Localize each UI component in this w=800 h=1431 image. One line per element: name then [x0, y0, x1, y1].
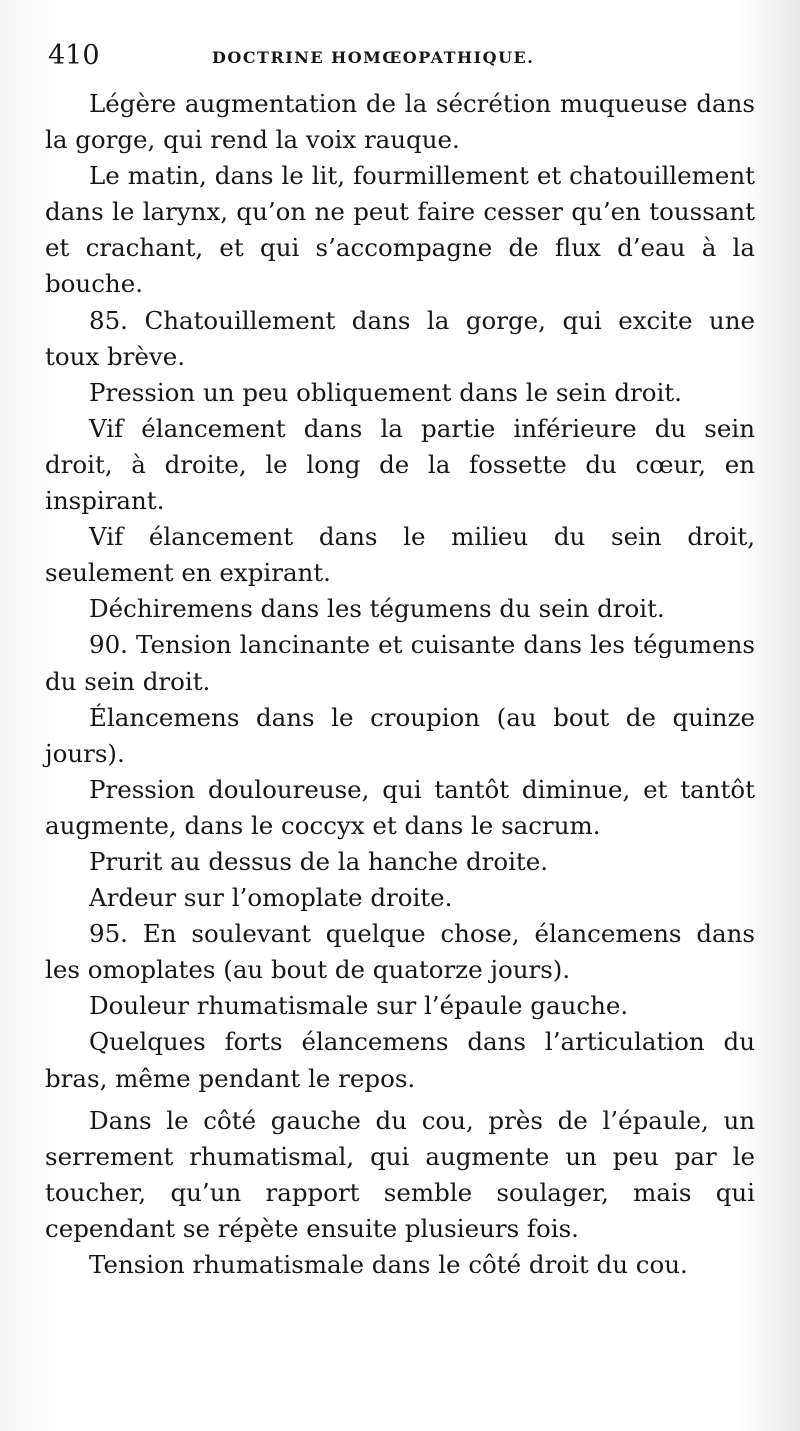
- paragraph: Quelques forts élancemens dans l’articulation du bras, même pendant le repos.: [45, 1027, 755, 1093]
- paragraph: Ardeur sur l’omoplate droite.: [89, 883, 453, 913]
- paragraph: 85. Chatouillement dans la gorge, qui excite une toux brève.: [45, 305, 755, 371]
- paragraph: 90. Tension lancinante et cuisante dans les tégumens du sein droit.: [45, 630, 755, 696]
- paragraph: Le matin, dans le lit, fourmillement et chatouillement dans le larynx, qu’on ne peut faire cesser qu’en toussant et crachant, et qui s’accompagne de flux d’eau à la bouche.: [45, 161, 755, 299]
- paragraph: Pression un peu obliquement dans le sein droit.: [89, 377, 682, 407]
- paragraph: Légère augmentation de la sécrétion muqueuse dans la gorge, qui rend la voix rauque.: [45, 89, 755, 155]
- paragraph: Vif élancement dans le milieu du sein droit, seulement en expirant.: [45, 522, 755, 588]
- paragraph: Prurit au dessus de la hanche droite.: [89, 846, 549, 876]
- page-header: [42, 40, 742, 80]
- paragraph: Douleur rhumatismale sur l’épaule gauche.: [89, 991, 629, 1021]
- paragraph: Déchiremens dans les tégumens du sein droit.: [89, 594, 665, 624]
- paragraph: Pression douloureuse, qui tantôt diminue, et tantôt augmente, dans le coccyx et dans le sacrum.: [45, 774, 755, 840]
- paragraph: Élancemens dans le croupion (au bout de quinze jours).: [45, 702, 755, 768]
- page-number: 410: [48, 40, 100, 71]
- paragraph: Vif élancement dans la partie inférieure du sein droit, à droite, le long de la fossette du cœur, en inspirant.: [45, 413, 755, 516]
- paragraph: Dans le côté gauche du cou, près de l’épaule, un serrement rhumatismal, qui augmente un peu par le toucher, qu’un rapport semble soulager, mais qui cependant se répète ensuite plusieurs fois.: [45, 1105, 755, 1243]
- paragraph: Tension rhumatismale dans le côté droit du cou.: [89, 1250, 688, 1279]
- paragraph: 95. En soulevant quelque chose, élancemens dans les omoplates (au bout de quatorze jours).: [45, 919, 755, 985]
- running-title: DOCTRINE HOMŒOPATHIQUE.: [212, 48, 535, 67]
- body-text: [45, 86, 755, 1283]
